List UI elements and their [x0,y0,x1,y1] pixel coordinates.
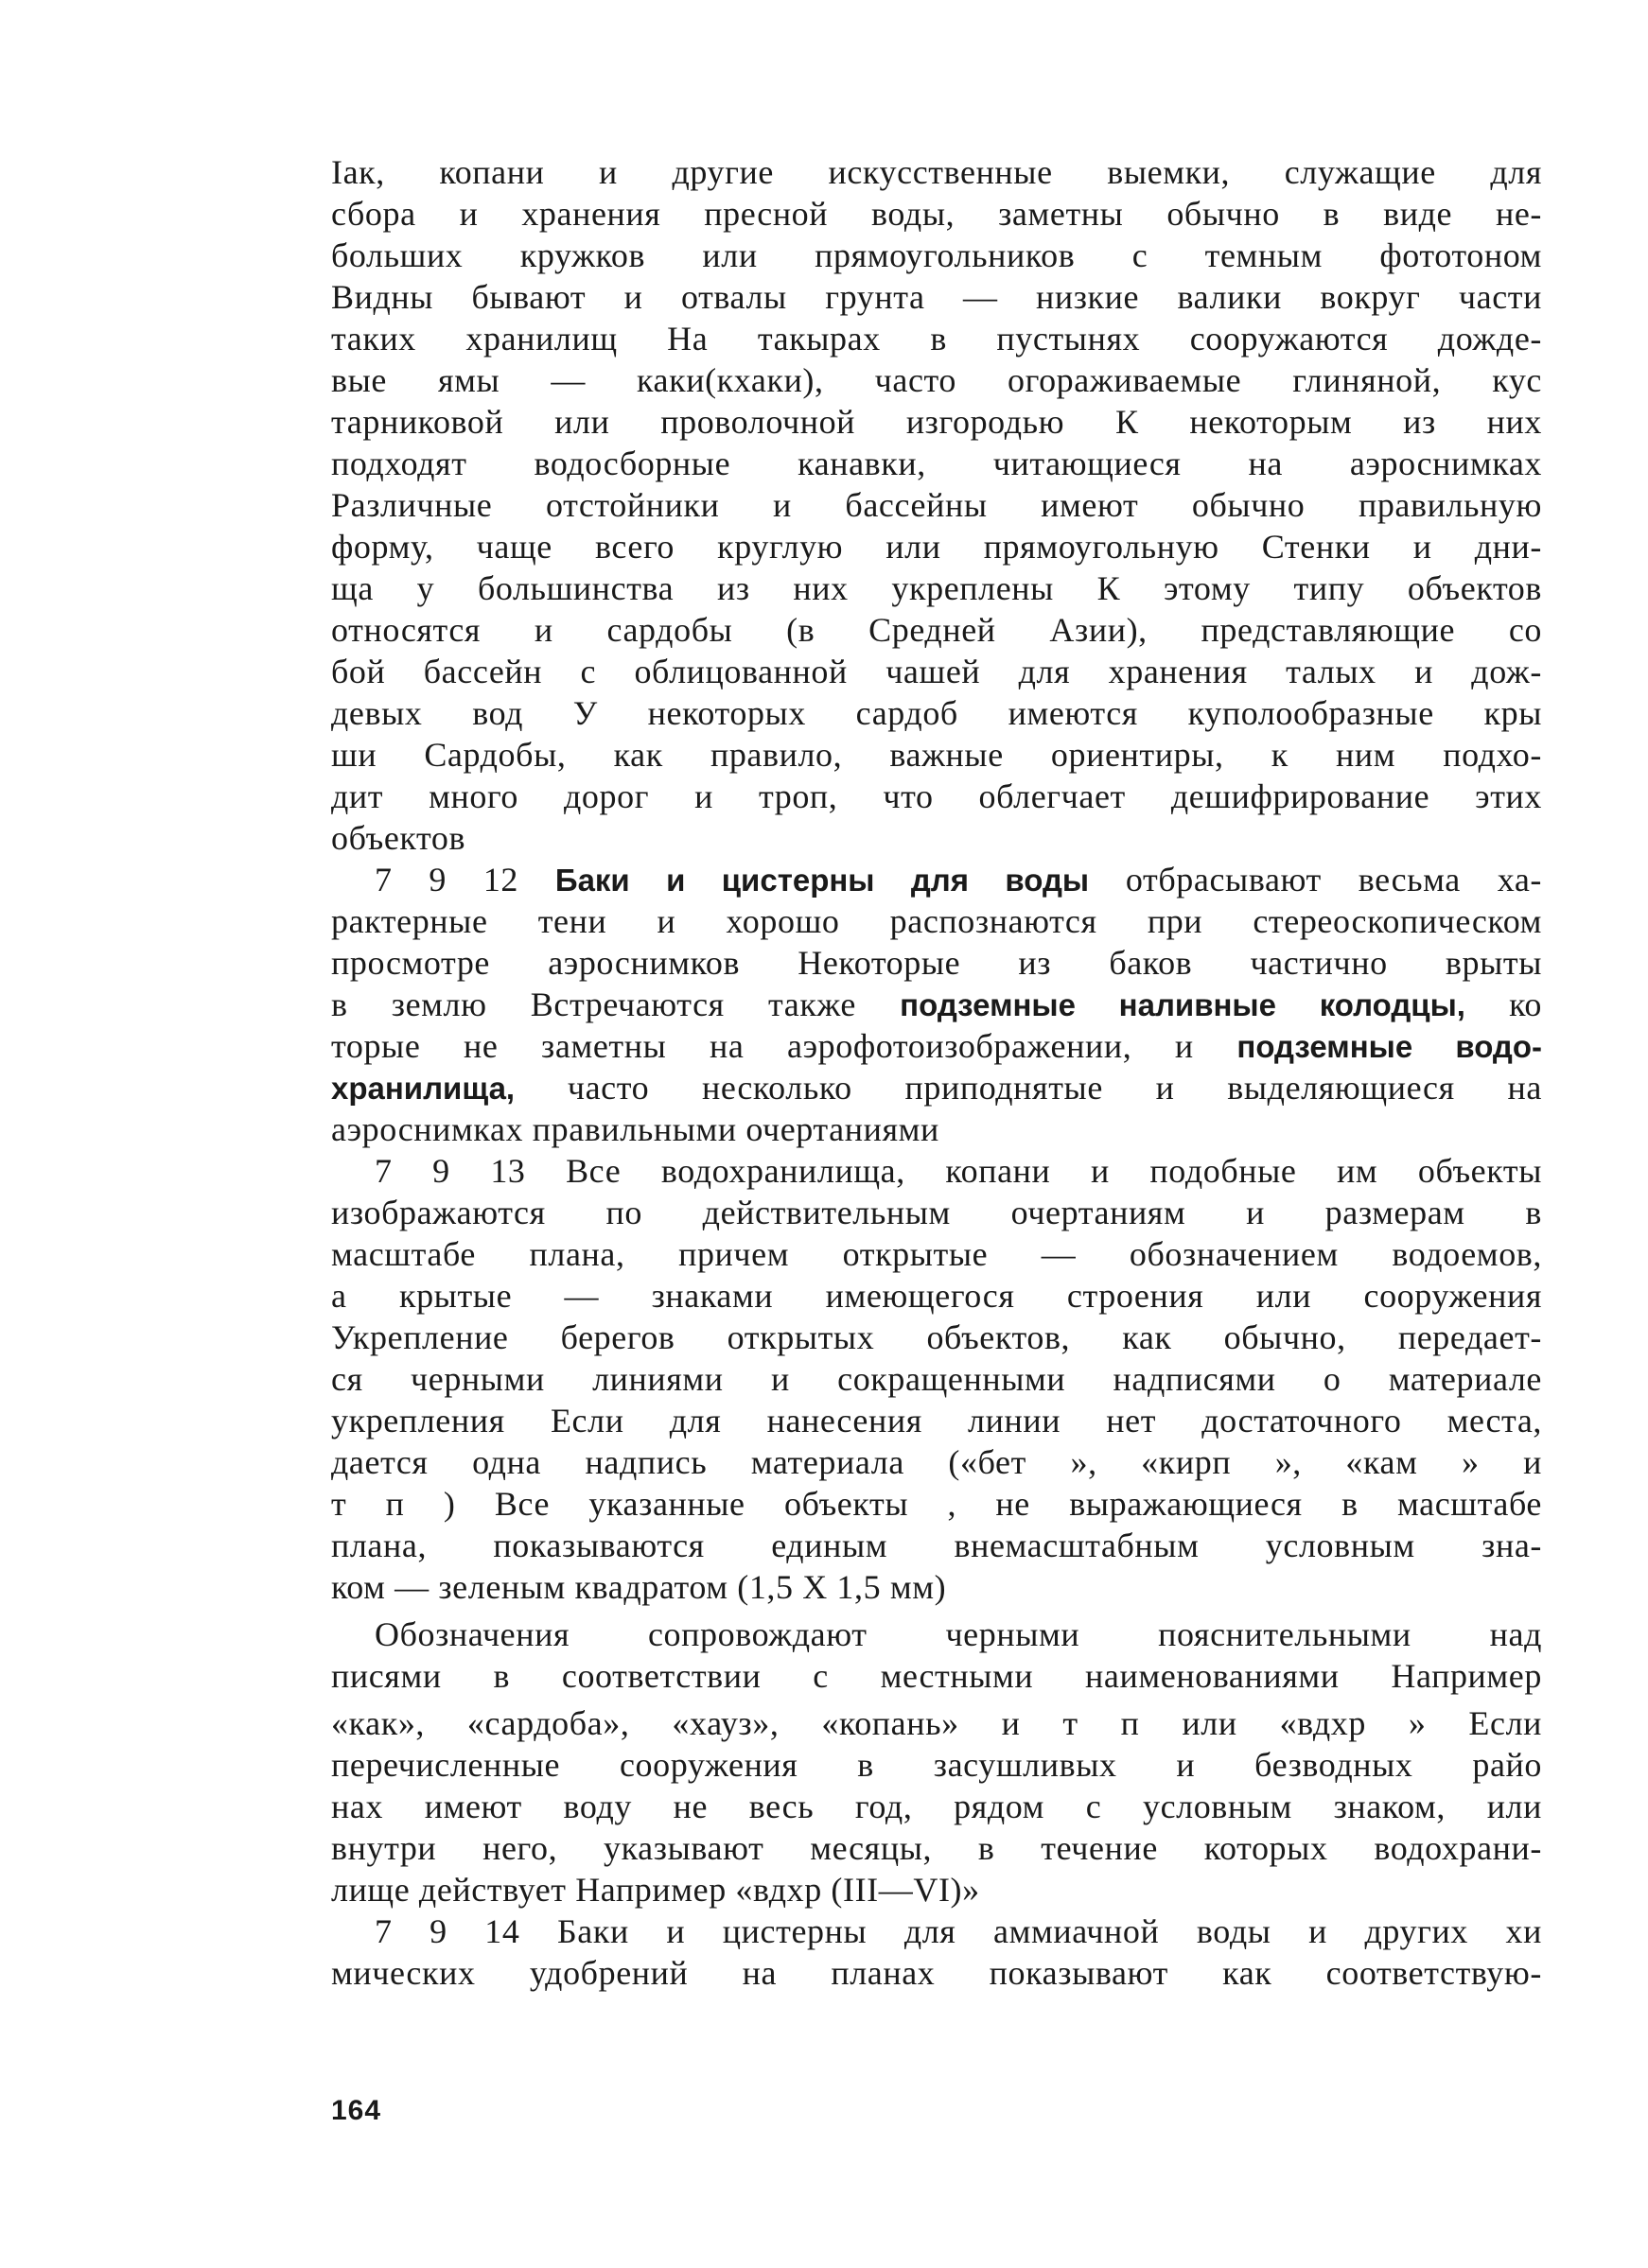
text-line: а крытые — знаками имеющегося строения или сооружения [331,1277,1542,1315]
text-line: Обозначения сопровождают черными пояснительными над [375,1615,1542,1653]
text-line: форму, чаще всего круглую или прямоугольную Стенки и дни- [331,528,1542,566]
text-line: ся черными линиями и сокращенными надписями о материале [331,1360,1542,1398]
text-line: рактерные тени и хорошо распознаются при стереоскопическом [331,902,1542,940]
text-line: сбора и хранения пресной воды, заметны обычно в виде не- [331,195,1542,233]
text-line: относятся и сардобы (в Средней Азии), представляющие со [331,611,1542,649]
text-line: 7 9 14 Баки и цистерны для аммиачной воды и других хи [375,1912,1542,1950]
text-line: изображаются по действительным очертаниям и размерам в [331,1194,1542,1231]
text-line: ши Сардобы, как правило, важные ориентиры, к ним подхо- [331,736,1542,774]
text-line: мических удобрений на планах показывают как соответствую- [331,1954,1542,1992]
line-text: в землю Встречаются также [331,986,856,1023]
text-line: 7 9 13 Все водохранилища, копани и подобные им объекты [375,1152,1542,1190]
line-text: отбрасывают весьма ха- [1125,861,1542,898]
text-line: писями в соответствии с местными наименованиями Например [331,1657,1542,1695]
text-line: ком — зеленым квадратом (1,5 X 1,5 мм) [331,1568,947,1606]
text-line: больших кружков или прямоугольников с темным фототоном [331,236,1542,274]
bold-term: Баки и цистерны для воды [554,863,1090,898]
text-column [331,151,1542,1994]
text-line: таких хранилищ На такырах в пустынях сооружаются дожде- [331,320,1542,358]
bold-term: подземные наливные колодцы, [900,987,1465,1022]
text-line [331,984,1542,1025]
text-line: укрепления Если для нанесения линии нет достаточного места, [331,1402,1542,1439]
text-line: объектов [331,819,466,857]
paragraph-reservoirs [331,151,1542,859]
text-line: вые ямы — каки(кхаки), часто огораживаемые глиняной, кус [331,361,1542,399]
text-line: перечисленные сооружения в засушливых и безводных райо [331,1746,1542,1784]
paragraph-fertilizer-tanks [331,1910,1542,1994]
bold-term: хранилища, [331,1071,516,1106]
line-text: торые не заметны на аэрофотоизображении, и [331,1027,1194,1065]
text-line: аэроснимках правильными очертаниями [331,1110,939,1148]
text-line: ща у большинства из них укреплены К этому типу объектов [331,569,1542,607]
text-line: масштабе плана, причем открытые — обозначением водоемов, [331,1235,1542,1273]
section-number: 7 9 12 [375,861,519,898]
line-text: часто несколько приподнятые и выделяющиеся на [567,1069,1543,1107]
line-text: ко [1509,986,1542,1023]
text-line: Видны бывают и отвалы грунта — низкие валики вокруг части [331,278,1542,316]
text-line: лище действует Например «вдхр (III—VI)» [331,1871,980,1909]
text-line: внутри него, указывают месяцы, в течение которых водохрани- [331,1829,1542,1867]
bold-term: подземные водо- [1236,1029,1543,1064]
text-line: бой бассейн с облицованной чашей для хранения талых и дож- [331,653,1542,690]
text-line: дается одна надпись материала («бет », «кирп », «кам » и [331,1443,1542,1481]
text-line [331,1067,1542,1108]
text-line: дит много дорог и троп, что облегчает дешифрирование этих [331,777,1542,815]
text-line: подходят водосборные канавки, читающиеся на аэроснимках [331,445,1542,482]
text-line: девых вод У некоторых сардоб имеются куполообразные кры [331,694,1542,732]
text-line: Iак, копани и другие искусственные выемки, служащие для [331,153,1542,191]
text-line: т п ) Все указанные объекты , не выражающиеся в масштабе [331,1485,1542,1523]
text-line: просмотре аэроснимков Некоторые из баков частично врыты [331,944,1542,982]
text-line [331,1025,1542,1067]
text-line: «как», «сардоба», «хауз», «копань» и т п или «вдхр » Если [331,1704,1542,1742]
text-line: Различные отстойники и бассейны имеют обычно правильную [331,486,1542,524]
text-line: плана, показываются единым внемасштабным условным зна- [331,1527,1542,1564]
paragraph-labels [331,1614,1542,1910]
page-number: 164 [331,2095,382,2126]
paragraph-depiction [331,1150,1542,1608]
text-line [331,859,1542,900]
paragraph-tanks [331,859,1542,1150]
text-line: нах имеют воду не весь год, рядом с условным знаком, или [331,1788,1542,1825]
text-line: Укрепление берегов открытых объектов, как обычно, передает- [331,1318,1542,1356]
text-line: тарниковой или проволочной изгородью К некоторым из них [331,403,1542,441]
